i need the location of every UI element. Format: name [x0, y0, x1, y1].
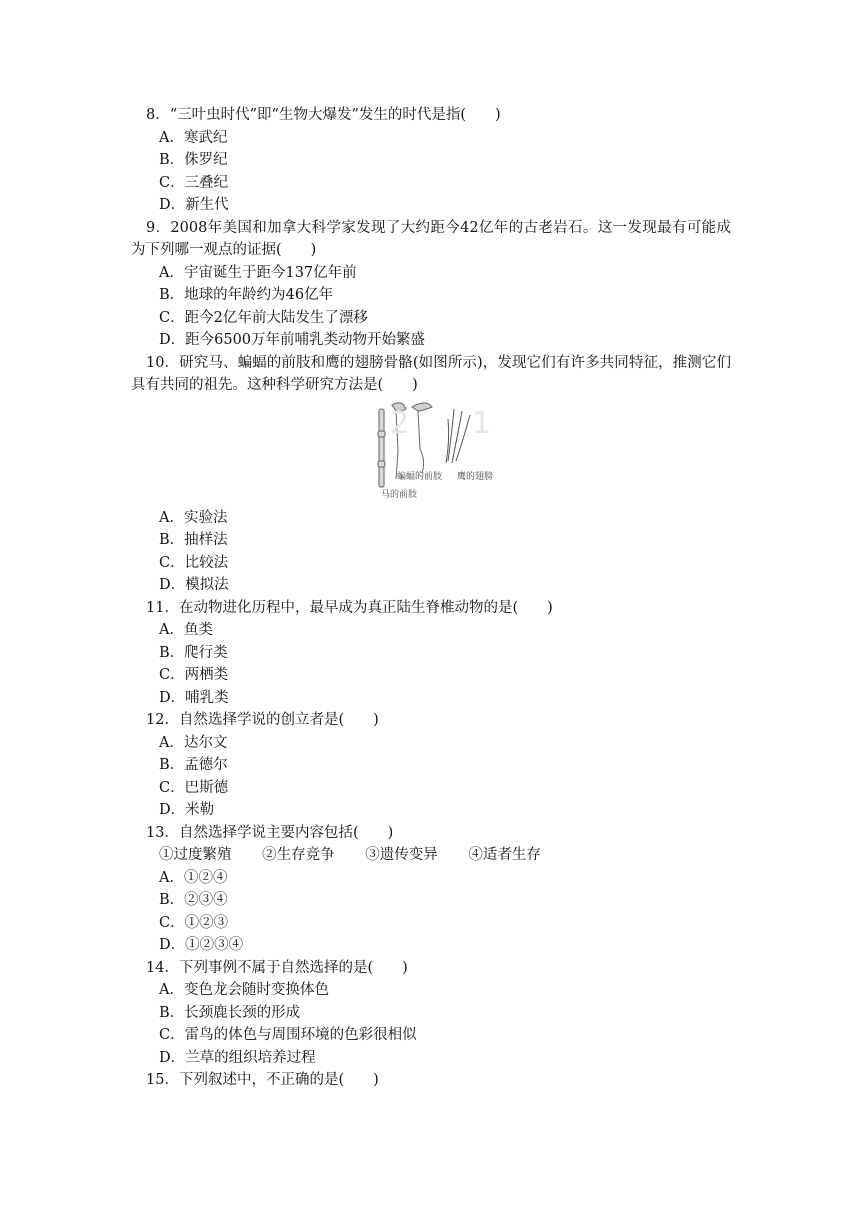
question-10-option-b: B．抽样法	[159, 532, 228, 548]
question-13-statements	[131, 844, 731, 867]
question-14-stem: 14．下列事例不属于自然选择的是( )	[146, 959, 408, 976]
eagle-wing-drawing	[412, 403, 432, 473]
question-10-option-c: C．比较法	[159, 554, 229, 571]
question-14-option-d: D．兰草的组织培养过程	[159, 1049, 316, 1066]
question-12-option-b: B．孟德尔	[159, 757, 228, 773]
question-11-option-b: B．爬行类	[159, 644, 228, 661]
question-8-option-d: D．新生代	[159, 197, 229, 213]
question-13-statement-1: ①过度繁殖	[159, 847, 232, 863]
question-8-option-b: B．侏罗纪	[159, 152, 228, 168]
question-13-statement-2: ②生存竞争	[262, 847, 335, 863]
forelimb-bones-illustration	[376, 401, 496, 501]
question-9-option-c: C．距今2亿年前大陆发生了漂移	[159, 309, 368, 326]
horse-forelimb-drawing	[378, 409, 385, 487]
question-11-stem: 11．在动物进化历程中，最早成为真正陆生脊椎动物的是( )	[146, 599, 553, 616]
question-13-option-d: D．①②③④	[159, 937, 244, 953]
figure-label-horse: 马的前肢	[381, 489, 418, 500]
question-12-stem: 12．自然选择学说的创立者是( )	[146, 712, 379, 728]
svg-text:1: 1	[472, 405, 492, 441]
question-11-option-d: D．哺乳类	[159, 689, 229, 706]
question-8-stem: 8．“三叶虫时代”即“生物大爆发”发生的时代是指( )	[146, 107, 501, 123]
question-14-option-c: C．雷鸟的体色与周围环境的色彩很相似	[159, 1027, 417, 1043]
figure-label-bat: 蝙蝠的前肢	[397, 471, 443, 482]
question-13-option-b: B．②③④	[159, 892, 228, 908]
question-9-stem: 9．2008年美国和加拿大科学家发现了大约距今42亿年的古老岩石。这一发现最有可能成为下列哪一观点的证据( )	[131, 219, 731, 258]
svg-text:2: 2	[390, 405, 410, 441]
question-11-option-a: A．鱼类	[159, 622, 213, 638]
question-9-option-a: A．宇宙诞生于距今137亿年前	[159, 264, 357, 281]
question-10-stem: 10．研究马、蝙蝠的前肢和鹰的翅膀骨骼(如图所示)，发现它们有许多共同特征，推测它们具有共同的祖先。这种科学研究方法是( )	[131, 354, 731, 393]
figure-label-eagle: 鹰的翅膀	[457, 471, 494, 482]
question-14-option-a: A．变色龙会随时变换体色	[159, 982, 329, 998]
question-13-option-a: A．①②④	[159, 869, 228, 886]
question-13-option-c: C．①②③	[159, 914, 229, 931]
question-12-option-a: A．达尔文	[159, 734, 228, 751]
question-8-option-a: A．寒武纪	[159, 129, 228, 146]
question-9-option-b: B．地球的年龄约为46亿年	[159, 287, 334, 303]
question-10-option-a: A．实验法	[159, 509, 228, 526]
question-15-stem: 15．下列叙述中，不正确的是( )	[146, 1072, 379, 1088]
question-13-stem: 13．自然选择学说主要内容包括( )	[146, 824, 394, 841]
question-13-statement-3: ③遗传变异	[365, 847, 438, 863]
question-8-option-c: C．三叠纪	[159, 174, 229, 191]
question-9-option-d: D．距今6500万年前哺乳类动物开始繁盛	[159, 332, 426, 348]
question-14-option-b: B．长颈鹿长颈的形成	[159, 1004, 301, 1021]
question-13-statement-4: ④适者生存	[468, 847, 541, 863]
question-11-option-c: C．两栖类	[159, 667, 229, 683]
question-10-option-d: D．模拟法	[159, 577, 229, 593]
eagle-feathers-drawing	[446, 409, 470, 463]
question-12-option-d: D．米勒	[159, 802, 215, 818]
question-list	[131, 104, 731, 1092]
forelimb-bones-figure	[131, 397, 731, 507]
question-12-option-c: C．巴斯德	[159, 779, 229, 796]
